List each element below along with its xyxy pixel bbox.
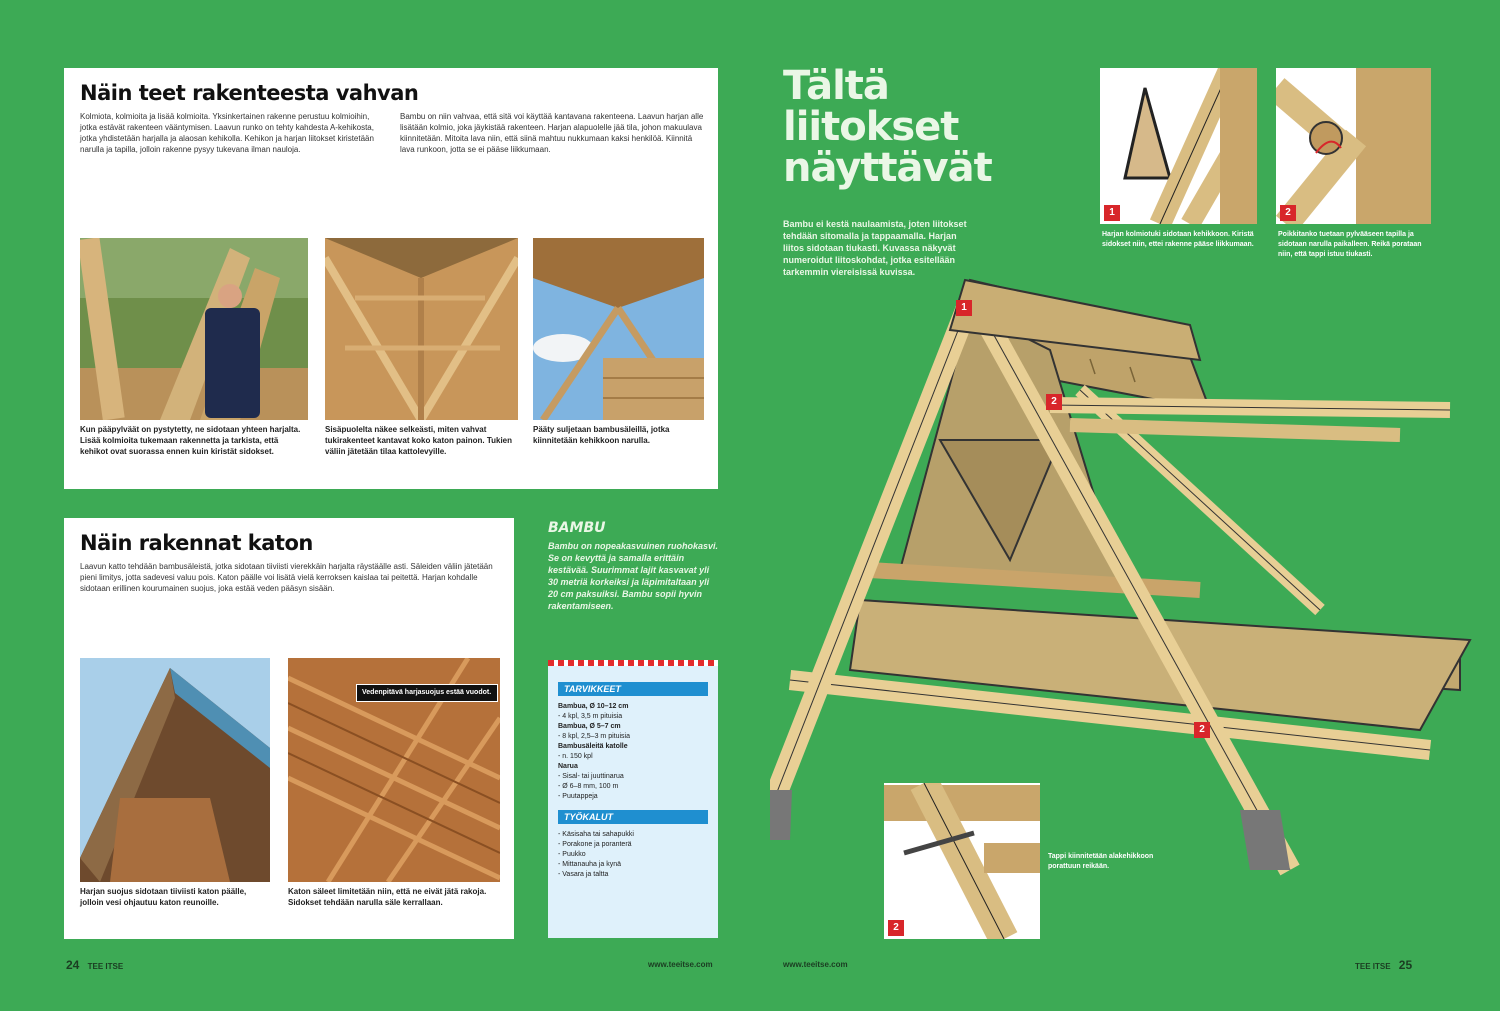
tools-heading: TYÖKALUT [558, 810, 708, 824]
photo-caption: Pääty suljetaan bambusäleillä, jotka kiinnitetään kehikkoon narulla. [533, 425, 670, 445]
page-number: 24 [66, 958, 80, 972]
list-item: - 8 kpl, 2,5–3 m pituisia [558, 733, 630, 740]
inset-caption: Harjan kolmiotuki sidotaan kehikkoon. Kiristä sidokset niin, ettei rakenne pääse liikkumaan. [1102, 231, 1254, 248]
list-item: Bambusäleitä katolle [558, 743, 628, 750]
box-stripe [548, 660, 718, 666]
list-item: - Käsisaha tai sahapukki [558, 831, 634, 838]
section-roof-panel [64, 518, 514, 939]
bambu-sidebar [548, 520, 720, 612]
sidebar-title: BAMBU [548, 520, 606, 536]
list-item: - 4 kpl, 3,5 m pituisia [558, 713, 623, 720]
body-column-2: Bambu on niin vahvaa, että sitä voi käyttää kantavana rakenteena. Laavun harjan alle lisätään kolmio, joka jäykistää rakenteen. Harjan alapuolelle jää tila, johon makuulava kiinnitetään. Mitoita lava niin, että siinä mahtuu nukkumaan kaksi henkilöä. Kiinnitä lava runkoon, jotta se ei pääse liikkumaan. [400, 112, 704, 154]
list-item: Bambua, Ø 5–7 cm [558, 723, 621, 730]
joint-number-badge: 2 [1194, 722, 1210, 738]
list-item: - Sisal- tai juuttinarua [558, 773, 624, 780]
body-text: Laavun katto tehdään bambusäleistä, jotka sidotaan tiiviisti vierekkäin harjalta räystäälle asti. Säleiden väliin jätetään pieni limitys, jotta sadevesi valuu pois. Katon päälle voi lisätä vielä kerroksen kaislaa tai peitettä. Harjan kohdalle sidotaan erillinen kourumainen suojus, joka estää veden pääsyn sisään. [80, 562, 493, 593]
shelter-illustration [770, 270, 1490, 890]
section-heading: Näin teet rakenteesta vahvan [80, 81, 419, 105]
photo-caption: Kun pääpylväät on pystytetty, ne sidotaan yhteen harjalta. Lisää kolmioita tukemaan rakennetta ja tarkista, että kehikot ovat suorassa ennen kuin kiristät sidokset. [80, 425, 301, 456]
list-item: - n. 150 kpl [558, 753, 593, 760]
joint-number-badge: 2 [1280, 205, 1296, 221]
joint-number-badge: 1 [1104, 205, 1120, 221]
page-title: Tältä liitokset näyttävät [783, 63, 992, 191]
photo-inset-label: Vedenpitävä harjasuojus estää vuodot. [356, 684, 498, 702]
detail-inset-1 [1100, 68, 1257, 224]
magazine-name: TEE ITSE [87, 962, 124, 971]
joint-number-badge: 2 [1046, 394, 1062, 410]
section-heading: Näin rakennat katon [80, 531, 313, 555]
intro-text: Bambu ei kestä naulaamista, joten liitokset tehdään sitomalla ja tappaamalla. Harjan liitos sidotaan tiukasti. Kuvassa näkyvät numeroidut liitoskohdat, jotka esitellään tarkemmin viereisissä kuvissa. [783, 219, 967, 277]
photo-gable [533, 238, 704, 420]
list-item: - Puukko [558, 851, 586, 858]
folio-url-left: www.teeitse.com [648, 960, 713, 969]
photo-caption: Harjan suojus sidotaan tiiviisti katon päälle, jolloin vesi ohjautuu katon reunoille. [80, 887, 247, 907]
list-item: - Vasara ja taltta [558, 871, 609, 878]
list-item: Bambua, Ø 10–12 cm [558, 703, 629, 710]
section-structure-panel [64, 68, 718, 489]
tools-list [558, 830, 708, 880]
detail-inset-2 [1276, 68, 1431, 224]
materials-box [548, 660, 718, 938]
magazine-name: TEE ITSE [1355, 962, 1391, 971]
photo-builder [80, 238, 308, 420]
photo-roof-slats [288, 658, 500, 882]
joint-number-badge: 2 [888, 920, 904, 936]
sidebar-text: Bambu on nopeakasvuinen ruohokasvi. Se on kevyttä ja samalla erittäin kestävää. Suurimmat lajit kasvavat yli 30 metriä korkeiksi ja läpimitaltaan yli 20 cm paksuiksi. Bambu sopii hyvin rakentamiseen. [548, 541, 719, 611]
body-column-1: Kolmiota, kolmioita ja lisää kolmioita. Yksinkertainen rakenne perustuu kolmioihin, jotka estävät rakenteen vääntymisen. Laavun runko on tehty kahdesta A-kehikosta, jotka yhdistetään harjalla ja alaosan kehikolla. Kehikon ja harjan liitokset kiristetään narulla ja tapilla, jolloin rakenne pysyy tukevana ilman nauloja. [80, 112, 374, 154]
list-item: - Puutappeja [558, 793, 598, 800]
list-item: - Porakone ja poranterä [558, 841, 632, 848]
folio-right [1355, 958, 1412, 972]
folio-url-right: www.teeitse.com [783, 960, 848, 969]
photo-caption: Katon säleet limitetään niin, että ne eivät jätä rakoja. Sidokset tehdään narulla säle kerrallaan. [288, 887, 487, 907]
photo-roof-ridge [80, 658, 270, 882]
folio-left [66, 958, 123, 972]
photo-roof-interior [325, 238, 518, 420]
inset-caption: Tappi kiinnitetään alakehikkoon porattuun reikään. [1048, 853, 1154, 870]
list-item: - Ø 6–8 mm, 100 m [558, 783, 619, 790]
inset-caption: Poikkitanko tuetaan pylvääseen tapilla ja sidotaan narulla paikalleen. Reikä porataan niin, että tappi istuu tiukasti. [1278, 231, 1422, 258]
joint-number-badge: 1 [956, 300, 972, 316]
materials-list [558, 702, 708, 802]
list-item: - Mittanauha ja kynä [558, 861, 622, 868]
materials-heading: TARVIKKEET [558, 682, 708, 696]
page-number: 25 [1398, 958, 1413, 972]
photo-caption: Sisäpuolelta näkee selkeästi, miten vahvat tukirakenteet kantavat koko katon painon. Tukien väliin jätetään tilaa kattolevyille. [325, 425, 513, 456]
list-item: Narua [558, 763, 578, 770]
